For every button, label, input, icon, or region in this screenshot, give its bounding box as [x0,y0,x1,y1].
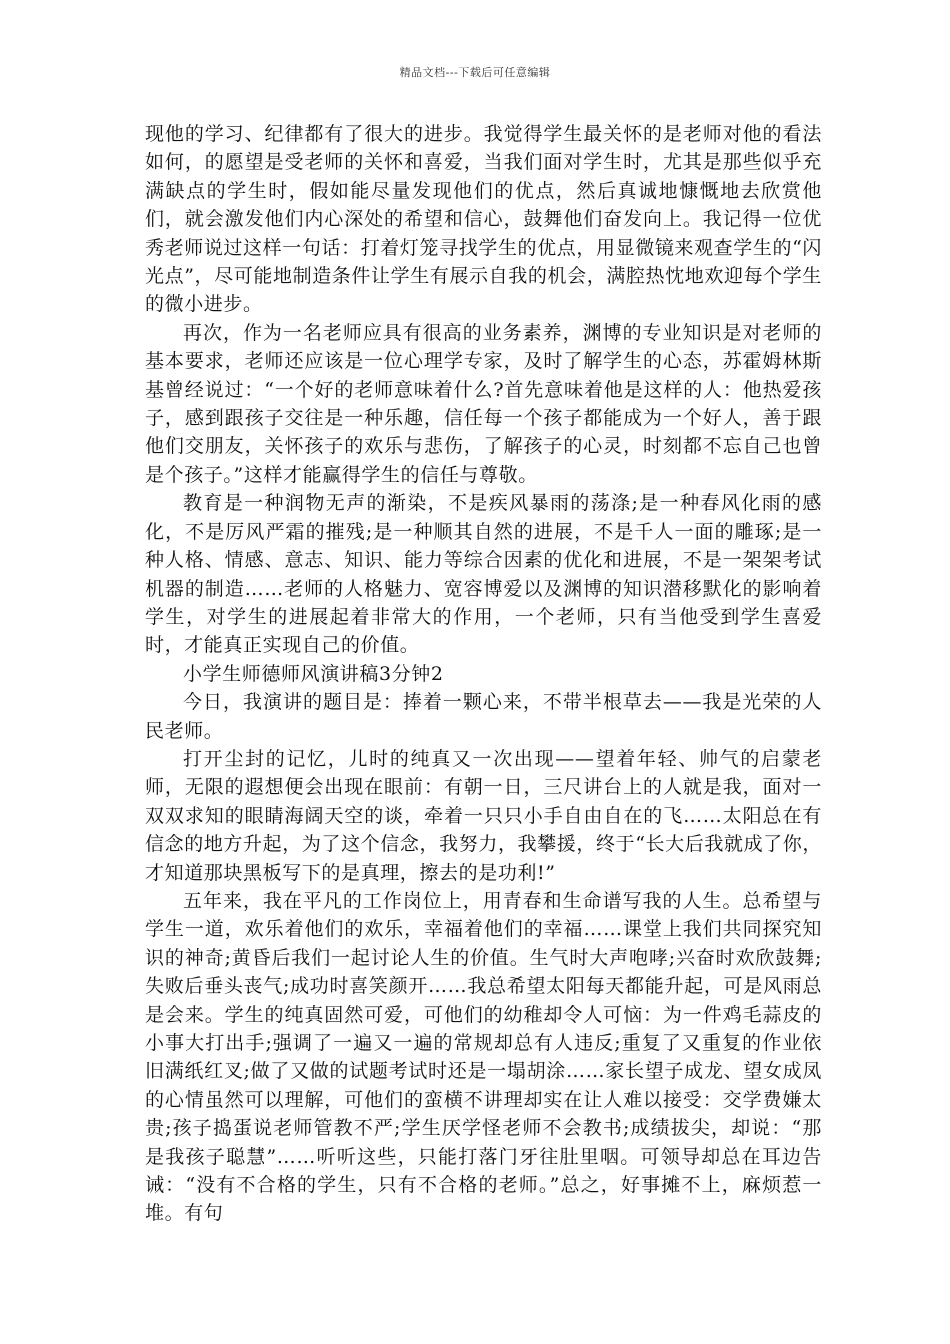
paragraph: 现他的学习、纪律都有了很大的进步。我觉得学生最关怀的是老师对他的看法如何，的愿望是受老师的关怀和喜爱，当我们面对学生时，尤其是那些似乎充满缺点的学生时，假如能尽量发现他们的优点，然后真诚地慷慨地去欣赏他们，就会激发他们内心深处的希望和信心，鼓舞他们奋发向上。我记得一位优秀老师说过这样一句话：打着灯笼寻找学生的优点，用显微镜来观查学生的“闪光点”，尽可能地制造条件让学生有展示自我的机会，满腔热忱地欢迎每个学生的微小进步。 [145,123,822,316]
section-heading: 小学生师德师风演讲稿3分钟2 [183,662,444,685]
document-body [145,120,822,1228]
paragraph: 打开尘封的记忆，儿时的纯真又一次出现——望着年轻、帅气的启蒙老师，无限的遐想便会出现在眼前：有朝一日，三尺讲台上的人就是我，面对一双双求知的眼睛海阔天空的谈，牵着一只只小手自由自在的飞……太阳总在有信念的地方升起，为了这个信念，我努力，我攀援，终于“长大后我就成了你，才知道那块黑板写下的是真理，擦去的是功利!” [145,747,822,884]
paragraph: 教育是一种润物无声的渐染，不是疾风暴雨的荡涤;是一种春风化雨的感化，不是厉风严霜的摧残;是一种顺其自然的进展，不是千人一面的雕琢;是一种人格、情感、意志、知识、能力等综合因素的优化和进展，不是一架架考试机器的制造……老师的人格魅力、宽容博爱以及渊博的知识潜移默化的影响着学生，对学生的进展起着非常大的作用，一个老师，只有当他受到学生喜爱时，才能真正实现自己的价值。 [145,492,822,657]
paragraph: 今日，我演讲的题目是：捧着一颗心来，不带半根草去——我是光荣的人民老师。 [145,691,822,742]
page-header: 精品文档---下载后可任意编辑 [399,66,551,79]
paragraph: 再次，作为一名老师应具有很高的业务素养，渊博的专业知识是对老师的基本要求，老师还应该是一位心理学专家，及时了解学生的心态，苏霍姆林斯基曾经说过：“一个好的老师意味着什么?首先意味着他是这样的人：他热爱孩子，感到跟孩子交往是一种乐趣，信任每一个孩子都能成为一个好人，善于跟他们交朋友，关怀孩子的欢乐与悲伤，了解孩子的心灵，时刻都不忘自己也曾是个孩子。”这样才能赢得学生的信任与尊敬。 [145,321,822,486]
paragraph: 五年来，我在平凡的工作岗位上，用青春和生命谱写我的人生。总希望与学生一道，欢乐着他们的欢乐，幸福着他们的幸福……课堂上我们共同探究知识的神奇;黄昏后我们一起讨论人生的价值。生气时大声咆哮;兴奋时欢欣鼓舞;失败后垂头丧气;成功时喜笑颜开……我总希望太阳每天都能升起，可是风雨总是会来。学生的纯真固然可爱，可他们的幼稚却令人可恼：为一件鸡毛蒜皮的小事大打出手;强调了一遍又一遍的常规却总有人违反;重复了又重复的作业依旧满纸红叉;做了又做的试题考试时还是一塌胡涂……家长望子成龙、望女成凤的心情虽然可以理解，可他们的蛮横不讲理却实在让人难以接受：交学费嫌太贵;孩子捣蛋说老师管教不严;学生厌学怪老师不会教书;成绩拔尖，却说：“那是我孩子聪慧”……听听这些，只能打落门牙往肚里咽。可领导却总在耳边告诫：“没有不合格的学生，只有不合格的老师。”总之，好事摊不上，麻烦惹一堆。有句 [145,889,822,1225]
